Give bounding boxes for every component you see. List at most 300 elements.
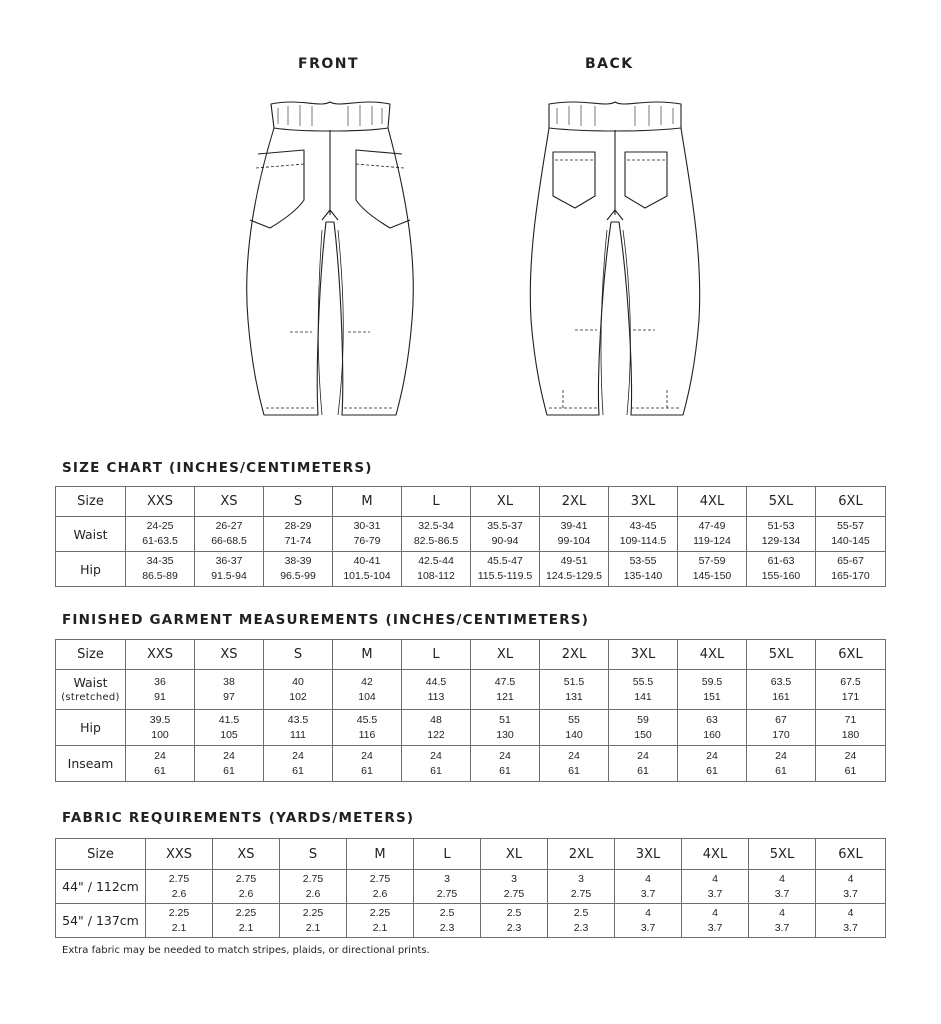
row-label: Hip	[56, 710, 126, 746]
value-inches: 43.5	[287, 713, 309, 726]
value-inches: 55	[568, 713, 580, 726]
value-inches: 24	[775, 749, 787, 762]
value-cm: 130	[496, 728, 514, 741]
value-yards: 2.25	[302, 906, 324, 919]
size-col-3xl: 3XL	[609, 640, 678, 670]
value-cm: 145-150	[692, 570, 732, 582]
table-cell	[195, 517, 264, 552]
table-cell	[609, 552, 678, 587]
finished-inseam-row	[56, 746, 886, 782]
table-cell	[678, 517, 747, 552]
value-meters: 2.6	[171, 887, 187, 900]
table-cell	[195, 670, 264, 710]
value-cm: 115.5-119.5	[477, 570, 533, 582]
table-cell	[264, 710, 333, 746]
size-col-2xl: 2XL	[540, 487, 609, 517]
table-cell	[678, 670, 747, 710]
value-inches: 35.5-37	[487, 520, 523, 532]
value-cm: 135-140	[623, 570, 663, 582]
table-cell	[615, 904, 682, 938]
value-meters: 2.6	[305, 887, 321, 900]
table-cell	[126, 670, 195, 710]
value-cm: 101.5-104	[343, 570, 391, 582]
size-col-l: L	[402, 487, 471, 517]
value-cm: 99-104	[557, 535, 591, 547]
table-cell	[615, 870, 682, 904]
value-inches: 47.5	[494, 675, 516, 688]
size-header-cell: Size	[56, 839, 146, 870]
size-chart-table	[55, 486, 886, 587]
table-cell	[481, 904, 548, 938]
value-meters: 3.7	[843, 887, 858, 900]
value-inches: 24	[430, 749, 442, 762]
value-cm: 140	[565, 728, 583, 741]
value-inches: 65-67	[837, 555, 864, 567]
value-inches: 42	[361, 675, 373, 688]
table-cell	[747, 670, 816, 710]
value-cm: 140-145	[831, 535, 870, 547]
value-cm: 61	[154, 764, 166, 777]
table-cell	[481, 870, 548, 904]
table-cell	[402, 670, 471, 710]
value-cm: 105	[220, 728, 238, 741]
table-cell	[414, 904, 481, 938]
value-meters: 3.7	[640, 887, 656, 900]
value-meters: 2.3	[573, 921, 589, 934]
value-inches: 51	[499, 713, 511, 726]
value-meters: 2.6	[238, 887, 254, 900]
pants-back-drawing	[515, 90, 715, 430]
value-inches: 39.5	[149, 713, 171, 726]
row-label: Inseam	[56, 746, 126, 782]
table-cell	[747, 746, 816, 782]
value-inches: 40	[292, 675, 304, 688]
finished-hip-row	[56, 710, 886, 746]
value-cm: 160	[703, 728, 721, 741]
size-col-2xl: 2XL	[548, 839, 615, 870]
value-inches: 55.5	[632, 675, 654, 688]
value-meters: 2.75	[570, 887, 592, 900]
value-cm: 165-170	[831, 570, 870, 582]
pants-front-drawing	[230, 90, 430, 430]
value-cm: 61	[361, 764, 373, 777]
value-inches: 61-63	[767, 555, 795, 567]
value-yards: 2.75	[235, 872, 257, 885]
value-yards: 4	[645, 872, 651, 885]
value-yards: 3	[578, 872, 584, 885]
value-inches: 26-27	[215, 520, 243, 532]
value-yards: 4	[779, 906, 785, 919]
value-cm: 171	[841, 690, 860, 703]
table-cell	[609, 670, 678, 710]
size-col-3xl: 3XL	[609, 487, 678, 517]
value-cm: 150	[634, 728, 652, 741]
table-cell	[540, 710, 609, 746]
finished-measurements-heading: FINISHED GARMENT MEASUREMENTS (INCHES/CENTIMETERS)	[62, 612, 590, 628]
value-inches: 38-39	[284, 555, 312, 567]
value-inches: 47-49	[698, 520, 726, 532]
value-inches: 51.5	[563, 675, 585, 688]
size-col-xl: XL	[471, 640, 540, 670]
value-meters: 3.7	[843, 921, 858, 934]
value-cm: 124.5-129.5	[545, 570, 603, 582]
value-inches: 45.5-47	[487, 555, 523, 567]
value-inches: 63.5	[770, 675, 792, 688]
value-yards: 3	[511, 872, 517, 885]
value-cm: 61	[499, 764, 511, 777]
value-cm: 86.5-89	[142, 570, 178, 582]
value-cm: 113	[427, 690, 445, 703]
size-header-cell: Size	[56, 640, 126, 670]
row-label: Waist	[56, 517, 126, 552]
back-view-label: BACK	[585, 56, 634, 72]
value-inches: 67.5	[840, 675, 861, 688]
row-label: Hip	[56, 552, 126, 587]
value-meters: 2.1	[238, 921, 254, 934]
size-col-6xl: 6XL	[816, 487, 886, 517]
table-cell	[126, 746, 195, 782]
table-cell	[471, 670, 540, 710]
table-cell	[264, 670, 333, 710]
table-cell	[333, 710, 402, 746]
table-cell	[816, 746, 886, 782]
back-right-pocket	[625, 152, 667, 208]
value-cm: 180	[841, 728, 860, 741]
size-col-4xl: 4XL	[678, 640, 747, 670]
size-col-6xl: 6XL	[816, 640, 886, 670]
value-cm: 102	[289, 690, 307, 703]
size-header-cell: Size	[56, 487, 126, 517]
table-cell	[402, 517, 471, 552]
value-cm: 61	[706, 764, 718, 777]
value-inches: 24	[637, 749, 649, 762]
value-cm: 122	[427, 728, 445, 741]
value-meters: 2.75	[503, 887, 525, 900]
table-cell	[816, 552, 886, 587]
value-cm: 104	[358, 690, 376, 703]
row-label: 54" / 137cm	[56, 904, 146, 938]
value-yards: 4	[645, 906, 651, 919]
value-inches: 24	[292, 749, 304, 762]
size-col-s: S	[264, 640, 333, 670]
row-label: 44" / 112cm	[56, 870, 146, 904]
table-cell	[540, 552, 609, 587]
value-inches: 24-25	[146, 520, 174, 532]
size-col-2xl: 2XL	[540, 640, 609, 670]
value-cm: 151	[703, 690, 721, 703]
front-center-seam	[322, 130, 338, 220]
value-yards: 2.5	[439, 906, 455, 919]
value-inches: 24	[568, 749, 580, 762]
table-cell	[609, 517, 678, 552]
value-inches: 32.5-34	[418, 520, 454, 532]
value-cm: 96.5-99	[280, 570, 316, 582]
front-elastic-gathers	[278, 105, 382, 126]
value-cm: 82.5-86.5	[413, 535, 459, 547]
table-cell	[333, 746, 402, 782]
size-col-xxs: XXS	[126, 487, 195, 517]
back-center-seam	[607, 130, 623, 220]
size-chart-waist-row	[56, 517, 886, 552]
value-cm: 141	[634, 690, 652, 703]
table-cell	[213, 870, 280, 904]
fabric-requirements-heading: FABRIC REQUIREMENTS (YARDS/METERS)	[62, 810, 415, 826]
value-cm: 61-63.5	[142, 535, 178, 547]
table-cell	[333, 552, 402, 587]
value-inches: 30-31	[353, 520, 381, 532]
value-meters: 2.75	[436, 887, 458, 900]
size-col-6xl: 6XL	[816, 839, 886, 870]
value-yards: 2.25	[235, 906, 257, 919]
value-inches: 48	[430, 713, 442, 726]
value-cm: 121	[496, 690, 514, 703]
size-col-5xl: 5XL	[747, 487, 816, 517]
size-col-m: M	[333, 487, 402, 517]
value-inches: 44.5	[425, 675, 447, 688]
size-col-xs: XS	[213, 839, 280, 870]
table-cell	[678, 746, 747, 782]
value-inches: 24	[361, 749, 373, 762]
table-cell	[540, 746, 609, 782]
size-col-xl: XL	[481, 839, 548, 870]
value-cm: 119-124	[693, 535, 731, 547]
table-cell	[264, 746, 333, 782]
front-right-pocket	[356, 150, 410, 228]
size-col-4xl: 4XL	[678, 487, 747, 517]
value-yards: 3	[444, 872, 450, 885]
table-cell	[749, 904, 816, 938]
table-cell	[540, 517, 609, 552]
size-col-xs: XS	[195, 487, 264, 517]
size-col-5xl: 5XL	[749, 839, 816, 870]
value-cm: 61	[292, 764, 304, 777]
finished-waist-row	[56, 670, 886, 710]
value-cm: 161	[772, 690, 790, 703]
value-cm: 170	[772, 728, 790, 741]
table-cell	[609, 710, 678, 746]
table-cell	[146, 904, 213, 938]
table-cell	[548, 870, 615, 904]
size-col-xxs: XXS	[126, 640, 195, 670]
value-cm: 61	[844, 764, 857, 777]
size-col-xxs: XXS	[146, 839, 213, 870]
value-cm: 90-94	[491, 535, 519, 547]
value-inches: 71	[844, 713, 857, 726]
table-cell	[195, 746, 264, 782]
value-inches: 36-37	[215, 555, 243, 567]
table-cell	[264, 517, 333, 552]
value-yards: 4	[847, 906, 854, 919]
value-cm: 61	[568, 764, 580, 777]
value-yards: 2.75	[302, 872, 324, 885]
value-cm: 61	[430, 764, 442, 777]
size-col-xs: XS	[195, 640, 264, 670]
table-cell	[609, 746, 678, 782]
table-cell	[347, 870, 414, 904]
value-inches: 24	[223, 749, 235, 762]
table-cell	[195, 552, 264, 587]
value-inches: 51-53	[767, 520, 795, 532]
table-cell	[347, 904, 414, 938]
size-col-l: L	[414, 839, 481, 870]
value-meters: 2.1	[372, 921, 388, 934]
size-col-l: L	[402, 640, 471, 670]
table-cell	[682, 870, 749, 904]
table-cell	[402, 552, 471, 587]
row-label-sub: (stretched)	[61, 692, 120, 703]
size-col-4xl: 4XL	[682, 839, 749, 870]
table-cell	[816, 904, 886, 938]
size-col-m: M	[333, 640, 402, 670]
table-cell	[333, 670, 402, 710]
table-cell	[471, 517, 540, 552]
value-inches: 43-45	[629, 520, 657, 532]
table-cell	[747, 710, 816, 746]
table-cell	[126, 710, 195, 746]
fabric-footnote: Extra fabric may be needed to match stripes, plaids, or directional prints.	[62, 945, 430, 956]
table-cell	[402, 710, 471, 746]
finished-header-row	[56, 640, 886, 670]
value-inches: 55-57	[837, 520, 864, 532]
value-inches: 41.5	[218, 713, 240, 726]
value-inches: 24	[706, 749, 718, 762]
size-chart-heading: SIZE CHART (INCHES/CENTIMETERS)	[62, 460, 373, 476]
value-yards: 2.75	[168, 872, 190, 885]
value-cm: 97	[223, 690, 235, 703]
size-col-3xl: 3XL	[615, 839, 682, 870]
value-inches: 42.5-44	[418, 555, 454, 567]
table-cell	[213, 904, 280, 938]
value-cm: 129-134	[761, 535, 801, 547]
value-inches: 28-29	[284, 520, 312, 532]
value-cm: 131	[565, 690, 583, 703]
value-cm: 109-114.5	[619, 535, 667, 547]
table-cell	[816, 670, 886, 710]
table-cell	[126, 517, 195, 552]
value-inches: 34-35	[146, 555, 174, 567]
value-inches: 36	[154, 675, 166, 688]
table-cell	[471, 710, 540, 746]
table-cell	[471, 552, 540, 587]
table-cell	[280, 904, 347, 938]
value-cm: 91	[154, 690, 166, 703]
size-chart-header-row	[56, 487, 886, 517]
value-inches: 49-51	[560, 555, 588, 567]
table-cell	[195, 710, 264, 746]
size-chart-hip-row	[56, 552, 886, 587]
table-cell	[749, 870, 816, 904]
table-cell	[402, 746, 471, 782]
fabric-54-row	[56, 904, 886, 938]
value-meters: 3.7	[774, 887, 790, 900]
value-inches: 63	[706, 713, 718, 726]
back-left-pocket	[553, 152, 595, 208]
value-meters: 3.7	[707, 921, 723, 934]
value-cm: 100	[151, 728, 169, 741]
front-inner-leg-left	[318, 230, 322, 415]
table-cell	[146, 870, 213, 904]
table-cell	[333, 517, 402, 552]
table-cell	[126, 552, 195, 587]
value-cm: 61	[637, 764, 649, 777]
table-cell	[747, 517, 816, 552]
value-yards: 2.75	[369, 872, 391, 885]
value-cm: 76-79	[353, 535, 381, 547]
size-col-s: S	[280, 839, 347, 870]
value-yards: 4	[779, 872, 785, 885]
value-meters: 2.1	[305, 921, 321, 934]
table-cell	[414, 870, 481, 904]
value-yards: 2.25	[168, 906, 190, 919]
value-cm: 111	[290, 728, 306, 741]
table-cell	[548, 904, 615, 938]
table-cell	[280, 870, 347, 904]
value-inches: 38	[223, 675, 235, 688]
front-view-label: FRONT	[298, 56, 360, 72]
value-meters: 3.7	[774, 921, 790, 934]
size-col-5xl: 5XL	[747, 640, 816, 670]
row-label-main: Waist	[73, 675, 108, 690]
table-cell	[816, 870, 886, 904]
value-cm: 71-74	[284, 535, 312, 547]
value-cm: 108-112	[417, 570, 455, 582]
value-cm: 116	[358, 728, 376, 741]
value-inches: 45.5	[356, 713, 378, 726]
value-yards: 4	[847, 872, 854, 885]
table-cell	[678, 552, 747, 587]
back-elastic-gathers	[557, 105, 673, 126]
value-inches: 57-59	[698, 555, 726, 567]
value-inches: 24	[844, 749, 857, 762]
value-yards: 4	[712, 906, 718, 919]
value-inches: 67	[775, 713, 787, 726]
value-meters: 3.7	[707, 887, 723, 900]
back-side-slits	[563, 390, 667, 410]
value-inches: 24	[154, 749, 166, 762]
size-col-m: M	[347, 839, 414, 870]
table-cell	[540, 670, 609, 710]
value-inches: 59	[637, 713, 649, 726]
fabric-header-row	[56, 839, 886, 870]
table-cell	[471, 746, 540, 782]
value-inches: 40-41	[353, 555, 381, 567]
table-cell	[678, 710, 747, 746]
value-yards: 2.5	[506, 906, 522, 919]
value-cm: 61	[775, 764, 787, 777]
table-cell	[747, 552, 816, 587]
value-cm: 61	[223, 764, 235, 777]
value-cm: 155-160	[761, 570, 801, 582]
value-cm: 66-68.5	[211, 535, 247, 547]
value-yards: 4	[712, 872, 718, 885]
value-meters: 2.3	[506, 921, 522, 934]
table-cell	[816, 517, 886, 552]
fabric-requirements-table	[55, 838, 886, 938]
value-meters: 2.1	[171, 921, 187, 934]
value-inches: 24	[499, 749, 511, 762]
value-yards: 2.25	[369, 906, 391, 919]
value-meters: 3.7	[640, 921, 656, 934]
size-col-xl: XL	[471, 487, 540, 517]
finished-measurements-table	[55, 639, 886, 782]
row-label	[56, 670, 126, 710]
fabric-44-row	[56, 870, 886, 904]
value-inches: 53-55	[629, 555, 657, 567]
value-cm: 91.5-94	[211, 570, 247, 582]
size-col-s: S	[264, 487, 333, 517]
value-meters: 2.3	[439, 921, 455, 934]
table-cell	[264, 552, 333, 587]
